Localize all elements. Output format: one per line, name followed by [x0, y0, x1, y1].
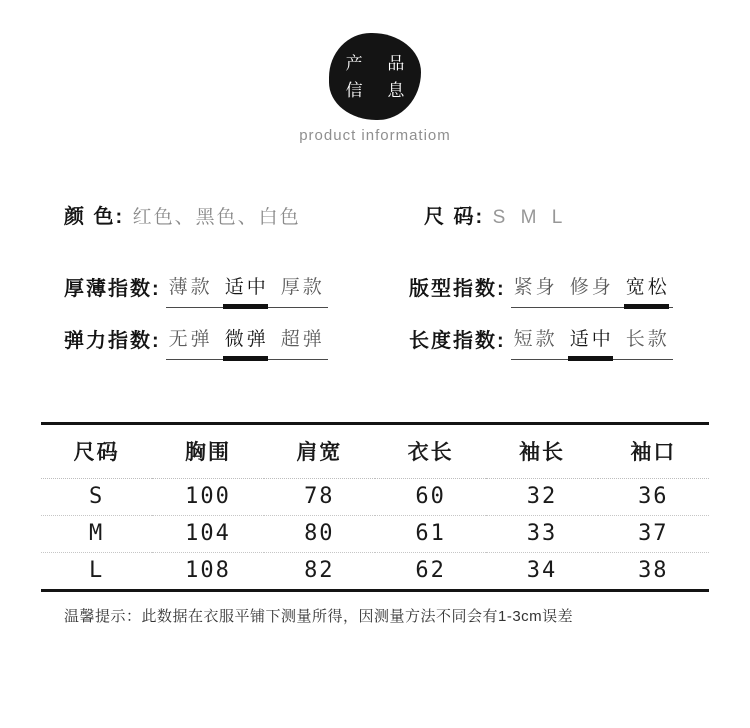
index-option-selected: 适中 [569, 329, 614, 350]
badge-line-2: 信 息 [345, 80, 415, 100]
table-cell: 33 [526, 521, 558, 546]
column-header: 袖口 [630, 441, 677, 464]
table-cell: 78 [304, 484, 335, 509]
size-value: S M L [492, 207, 568, 228]
table-cell: 80 [304, 521, 335, 546]
index-label: 长度指数: [409, 330, 506, 352]
index-label: 厚薄指数: [64, 278, 161, 300]
table-row-L [41, 553, 709, 591]
index-option: 厚款 [280, 277, 325, 298]
column-header: 袖长 [518, 441, 565, 464]
size-label: 尺 码: [424, 206, 485, 228]
size-chart-table [41, 422, 709, 592]
index-label: 弹力指数: [64, 330, 161, 352]
table-cell: 32 [526, 484, 558, 509]
table-cell: 36 [638, 484, 669, 509]
attributes-row [64, 200, 750, 229]
table-cell: 38 [638, 558, 669, 583]
column-header: 肩宽 [296, 441, 343, 464]
index-option-selected: 宽松 [625, 277, 670, 298]
index-option: 长款 [625, 329, 670, 350]
header-row [41, 424, 709, 479]
column-header: 衣长 [407, 441, 454, 464]
size-chart-header [41, 424, 709, 479]
indices-grid [64, 272, 750, 360]
table-cell: 108 [185, 558, 231, 583]
table-cell: 62 [415, 558, 446, 583]
column-header: 尺码 [73, 441, 120, 464]
index-option: 紧身 [513, 277, 558, 298]
column-header: 胸围 [184, 441, 231, 464]
index-options [166, 324, 328, 360]
index-option-selected: 适中 [224, 277, 269, 298]
color-attribute [64, 200, 424, 229]
table-cell: 104 [185, 521, 231, 546]
badge-line-1: 产 品 [345, 53, 415, 73]
table-cell: 34 [526, 558, 558, 583]
measurement-note: 温馨提示：此数据在衣服平铺下测量所得，因测量方法不同会有1-3cm误差 [64, 608, 574, 625]
table-cell: S [89, 484, 105, 509]
table-cell: 60 [415, 484, 446, 509]
table-cell: 82 [304, 558, 335, 583]
index-option-selected: 微弹 [224, 329, 269, 350]
index-option: 修身 [569, 277, 614, 298]
table-cell: M [89, 521, 105, 546]
index-option: 薄款 [168, 277, 213, 298]
index-option: 超弹 [280, 329, 325, 350]
table-cell: 37 [638, 521, 669, 546]
size-attribute [424, 200, 567, 229]
badge-subtitle: product informatiom [299, 127, 451, 144]
index-option: 短款 [513, 329, 558, 350]
color-label: 颜 色: [64, 206, 125, 228]
table-row-M [41, 516, 709, 553]
index-row-2 [64, 324, 409, 360]
index-row-3 [409, 324, 750, 360]
index-option: 无弹 [168, 329, 213, 350]
size-chart-body [41, 479, 709, 591]
index-row-0 [64, 272, 409, 308]
table-cell: L [89, 558, 105, 583]
index-options [166, 272, 328, 308]
index-options [511, 272, 673, 308]
color-value: 红色、黑色、白色 [132, 207, 301, 228]
table-cell: 61 [415, 521, 446, 546]
index-label: 版型指数: [409, 278, 506, 300]
index-options [511, 324, 673, 360]
index-row-1 [409, 272, 750, 308]
table-cell: 100 [185, 484, 231, 509]
table-row-S [41, 479, 709, 516]
product-info-badge [329, 33, 421, 120]
